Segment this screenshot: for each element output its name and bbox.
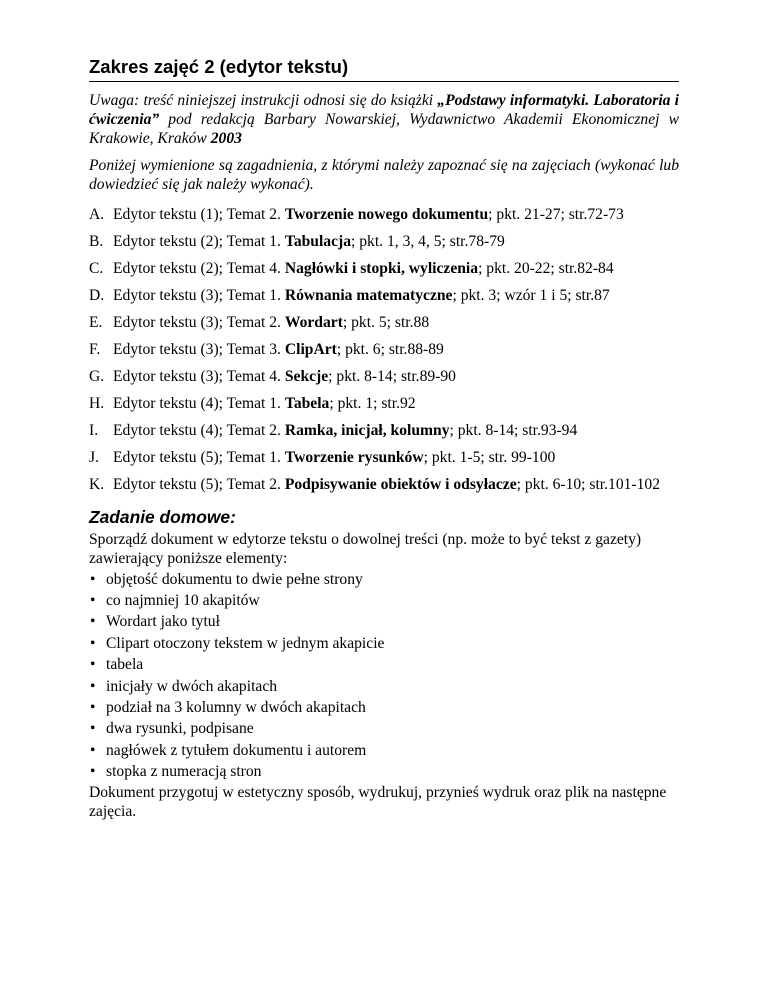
topic-name: Tabela [284, 395, 330, 412]
requirement-text: tabela [106, 656, 144, 674]
topic-text: Edytor tekstu (3); Temat 4. [113, 368, 285, 385]
requirement-item [89, 676, 679, 697]
topic-reference: ; pkt. 20-22; str.82-84 [478, 260, 614, 277]
bullet-icon: • [90, 677, 96, 695]
requirement-item [89, 633, 679, 654]
requirement-text: inicjały w dwóch akapitach [106, 677, 278, 695]
topic-name: Sekcje [284, 368, 329, 385]
topic-name: Wordart [284, 314, 343, 331]
requirement-text: Wordart jako tytuł [106, 613, 220, 631]
bullet-icon: • [90, 699, 96, 717]
topic-name: Tworzenie rysunków [284, 449, 424, 466]
topic-reference: ; pkt. 5; str.88 [342, 314, 430, 331]
topic-item [89, 421, 679, 440]
bullet-icon: • [90, 570, 96, 588]
topic-item [89, 394, 679, 413]
bullet-icon: • [90, 613, 96, 631]
topic-letter: F. [89, 341, 101, 358]
topic-text: Edytor tekstu (4); Temat 1. [113, 395, 285, 412]
topic-letter: E. [89, 314, 103, 331]
topic-text: Edytor tekstu (4); Temat 2. [113, 422, 285, 439]
homework-outro: Dokument przygotuj w estetyczny sposób, wydrukuj, przynieś wydruk oraz plik na następne zajęcia. [89, 783, 667, 820]
topic-name: Tabulacja [284, 233, 352, 250]
topic-item [89, 313, 679, 332]
requirement-text: stopka z numeracją stron [106, 763, 262, 781]
topic-letter: B. [89, 233, 104, 250]
homework-requirements-list [89, 569, 679, 783]
topic-text: Edytor tekstu (5); Temat 2. [113, 476, 285, 493]
topic-letter: H. [89, 395, 105, 412]
bullet-icon: • [90, 763, 96, 781]
topic-item [89, 205, 679, 224]
note-prefix: Uwaga: treść niniejszej instrukcji odnosi się do książki [89, 92, 438, 109]
source-note [89, 91, 679, 148]
requirement-text: co najmniej 10 akapitów [106, 592, 260, 609]
topic-item [89, 340, 679, 359]
topic-item [89, 232, 679, 251]
topic-name: Nagłówki i stopki, wyliczenia [284, 260, 479, 277]
requirement-item [89, 718, 679, 739]
topic-text: Edytor tekstu (3); Temat 2. [113, 314, 285, 331]
topic-item [89, 367, 679, 386]
topic-name: Tworzenie nowego dokumentu [284, 206, 489, 223]
topics-list [89, 205, 679, 494]
topic-letter: I. [89, 422, 99, 439]
topic-text: Edytor tekstu (3); Temat 3. [113, 341, 285, 358]
topic-letter: K. [89, 476, 105, 493]
topic-item [89, 448, 679, 467]
requirement-item [89, 761, 679, 782]
bullet-icon: • [90, 634, 96, 652]
bullet-icon: • [90, 720, 96, 738]
requirement-item [89, 697, 679, 718]
topic-text: Edytor tekstu (2); Temat 1. [113, 233, 285, 250]
page-title: Zakres zajęć 2 (edytor tekstu) [89, 56, 679, 82]
requirement-item [89, 590, 679, 611]
topic-text: Edytor tekstu (2); Temat 4. [113, 260, 285, 277]
homework-title: Zadanie domowe: [89, 507, 236, 527]
topic-item [89, 259, 679, 278]
homework-intro: Sporządź dokument w edytorze tekstu o dowolnej treści (np. może to być tekst z gazety) zawierający poniższe elementy: [89, 531, 642, 568]
requirement-item [89, 654, 679, 675]
topic-reference: ; pkt. 1, 3, 4, 5; str.78-79 [351, 233, 505, 250]
topic-reference: ; pkt. 6-10; str.101-102 [516, 476, 660, 493]
topic-reference: ; pkt. 1; str.92 [329, 395, 416, 412]
topic-letter: C. [89, 260, 104, 277]
topic-letter: A. [89, 206, 105, 223]
topic-letter: G. [89, 368, 105, 385]
topic-letter: D. [89, 287, 105, 304]
requirement-text: dwa rysunki, podpisane [106, 720, 254, 738]
requirement-text: Clipart otoczony tekstem w jednym akapicie [106, 634, 385, 652]
bullet-icon: • [90, 656, 96, 674]
book-title: „Podstawy informatyki. Laboratoria i ćwiczenia” [89, 92, 680, 128]
requirement-item [89, 611, 679, 632]
topic-name: Równania matematyczne [284, 287, 453, 304]
topic-name: Ramka, inicjał, kolumny [284, 422, 450, 439]
publication-year: 2003 [210, 130, 242, 147]
requirement-item [89, 569, 679, 590]
topic-text: Edytor tekstu (1); Temat 2. [113, 206, 285, 223]
topic-text: Edytor tekstu (5); Temat 1. [113, 449, 285, 466]
topic-reference: ; pkt. 8-14; str.89-90 [328, 368, 456, 385]
bullet-icon: • [90, 592, 96, 609]
requirement-text: podział na 3 kolumny w dwóch akapitach [106, 699, 366, 717]
topic-name: ClipArt [284, 341, 337, 358]
requirement-text: objętość dokumentu to dwie pełne strony [106, 570, 363, 588]
instructions-note: Poniżej wymienione są zagadnienia, z którymi należy zapoznać się na zajęciach (wykonać lub dowiedzieć się jak należy wykonać). [89, 157, 679, 193]
bullet-icon: • [90, 741, 96, 759]
topic-name: Podpisywanie obiektów i odsyłacze [284, 476, 517, 493]
requirement-text: nagłówek z tytułem dokumentu i autorem [106, 741, 367, 759]
topic-reference: ; pkt. 8-14; str.93-94 [449, 422, 578, 439]
topic-reference: ; pkt. 3; wzór 1 i 5; str.87 [452, 287, 610, 304]
topic-item [89, 286, 679, 305]
document-page [89, 56, 679, 821]
requirement-item [89, 740, 679, 761]
topic-reference: ; pkt. 1-5; str. 99-100 [423, 449, 556, 466]
topic-item [89, 475, 679, 494]
topic-reference: ; pkt. 21-27; str.72-73 [488, 206, 624, 223]
topic-text: Edytor tekstu (3); Temat 1. [113, 287, 285, 304]
note-middle: pod redakcją Barbary Nowarskiej, Wydawnictwo Akademii Ekonomicznej w Krakowie, Kraków [89, 111, 679, 147]
topic-letter: J. [89, 449, 99, 466]
topic-reference: ; pkt. 6; str.88-89 [336, 341, 444, 358]
